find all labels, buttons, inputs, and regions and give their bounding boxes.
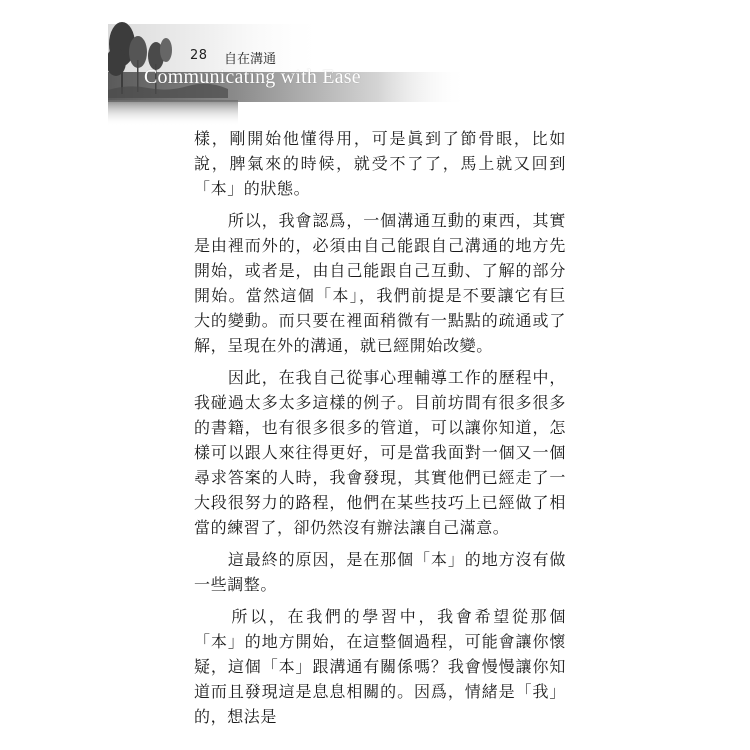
paragraph: 所以，我會認爲，一個溝通互動的東西，其實是由裡而外的，必須由自己能跟自己溝通的地方先開始，或者是，由自己能跟自己互動、了解的部分開始。當然這個「本」，我們前提是不要讓它有巨大的變動。而只要在裡面稍微有一點點的疏通或了解，呈現在外的溝通，就已經開始改變。 bbox=[194, 211, 566, 355]
running-header-subtitle: Communicating with Ease bbox=[144, 66, 361, 88]
paragraph: 因此，在我自己從事心理輔導工作的歷程中，我碰過太多太多這樣的例子。目前坊間有很多很多的書籍，也有很多很多的管道，可以讓你知道，怎樣可以跟人來往得更好，可是當我面對一個又一個尋求答案的人時，我會發現，其實他們已經走了一大段很努力的路程，他們在某些技巧上已經做了相當的練習了，卻仍然沒有辦法讓自己滿意。 bbox=[194, 368, 566, 537]
paragraph: 這最終的原因，是在那個「本」的地方沒有做一些調整。 bbox=[194, 550, 566, 594]
paragraph: 樣，剛開始他懂得用，可是眞到了節骨眼，比如說，脾氣來的時候，就受不了了，馬上就又回到「本」的狀態。 bbox=[194, 129, 566, 198]
page-number: 28 bbox=[190, 48, 208, 63]
running-header-title: 自在溝通 bbox=[224, 52, 277, 67]
paragraph: 所以，在我們的學習中，我會希望從那個「本」的地方開始，在這整個過程，可能會讓你懷疑，這個「本」跟溝通有關係嗎？我會慢慢讓你知道而且發現這是息息相關的。因爲，情緒是「我」的，想法是 bbox=[194, 607, 566, 726]
body-text bbox=[194, 126, 566, 736]
